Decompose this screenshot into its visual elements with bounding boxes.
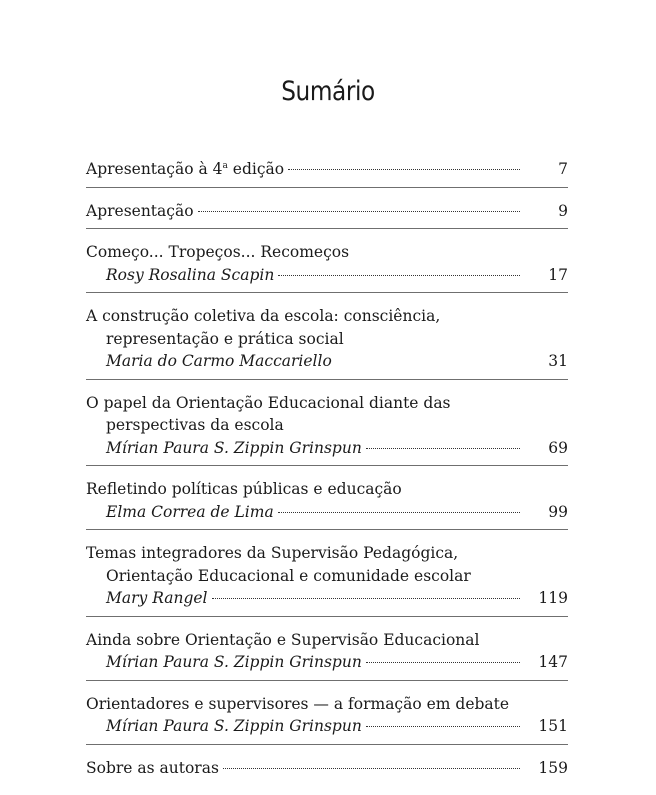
dot-leader bbox=[198, 210, 520, 212]
toc-entry-title: O papel da Orientação Educacional diante das bbox=[86, 393, 451, 412]
toc-entry-title-continued: representação e prática social bbox=[106, 329, 344, 348]
dot-leader bbox=[288, 168, 520, 170]
toc-entry-refletindo-politicas bbox=[86, 476, 568, 530]
toc-entry-title: A construção coletiva da escola: consciência, bbox=[86, 307, 441, 325]
dot-leader bbox=[336, 360, 520, 362]
toc-entry-construcao-coletiva bbox=[86, 303, 568, 380]
toc-entry-title: Apresentação à 4$^a$ edição bbox=[86, 160, 285, 178]
toc-entry-title-continued: perspectivas da escola bbox=[106, 416, 284, 434]
toc-entry-temas-integradores bbox=[86, 540, 568, 617]
toc-entry-author: Mary Rangel bbox=[106, 589, 208, 607]
toc-entry-title: Orientadores e supervisores — a formação em debate bbox=[86, 694, 510, 713]
toc-entry-title: Ainda sobre Orientação e Supervisão Educacional bbox=[86, 630, 480, 649]
toc-entry-ainda-sobre bbox=[86, 627, 568, 681]
dot-leader bbox=[366, 725, 520, 727]
page-number: 9 bbox=[558, 201, 568, 220]
toc-entry-papel-orientacao bbox=[86, 390, 568, 467]
page-number: 31 bbox=[548, 352, 568, 370]
dot-leader bbox=[366, 661, 520, 663]
toc-entry-author: Elma Correa de Lima bbox=[106, 502, 274, 521]
toc-entry-orientadores-supervisores bbox=[86, 691, 568, 745]
page-number: 7 bbox=[558, 160, 568, 178]
toc-entry-comeco bbox=[86, 239, 568, 293]
toc-entry-title: Apresentação bbox=[86, 201, 194, 220]
toc-entry-author: Mírian Paura S. Zippin Grinspun bbox=[106, 653, 362, 671]
dot-leader bbox=[278, 274, 520, 276]
dot-leader bbox=[278, 511, 520, 513]
toc-entry-title: Temas integradores da Supervisão Pedagógica, bbox=[86, 544, 459, 562]
toc-entry-title: Sobre as autoras bbox=[86, 758, 219, 777]
toc-entry-title: Refletindo políticas públicas e educação bbox=[86, 480, 402, 498]
page-number: 69 bbox=[548, 438, 568, 457]
dot-leader bbox=[366, 447, 520, 449]
page-number: 119 bbox=[538, 589, 568, 607]
toc-entry-sobre-autoras bbox=[86, 755, 568, 786]
dot-leader bbox=[212, 597, 520, 599]
toc-entry-title-continued: Orientação Educacional e comunidade escolar bbox=[106, 566, 471, 585]
toc-entry-author: Maria do Carmo Maccariello bbox=[106, 352, 332, 370]
toc-entry-apresentacao-4-edicao bbox=[86, 156, 568, 188]
toc-entry-apresentacao bbox=[86, 198, 568, 230]
toc-entry-author: Mírian Paura S. Zippin Grinspun bbox=[106, 717, 362, 735]
toc-entry-author: Rosy Rosalina Scapin bbox=[106, 265, 275, 284]
page-title: Sumário bbox=[281, 76, 375, 107]
page-number: 99 bbox=[548, 502, 568, 521]
dot-leader bbox=[223, 767, 520, 769]
page-number: 17 bbox=[548, 265, 568, 284]
toc-entry-title: Começo... Tropeços... Recomeços bbox=[86, 243, 350, 261]
page-number: 147 bbox=[538, 653, 568, 671]
toc-entry-author: Mírian Paura S. Zippin Grinspun bbox=[106, 438, 362, 457]
page-number: 159 bbox=[538, 758, 568, 777]
page-number: 151 bbox=[538, 717, 568, 735]
table-of-contents bbox=[86, 156, 568, 795]
